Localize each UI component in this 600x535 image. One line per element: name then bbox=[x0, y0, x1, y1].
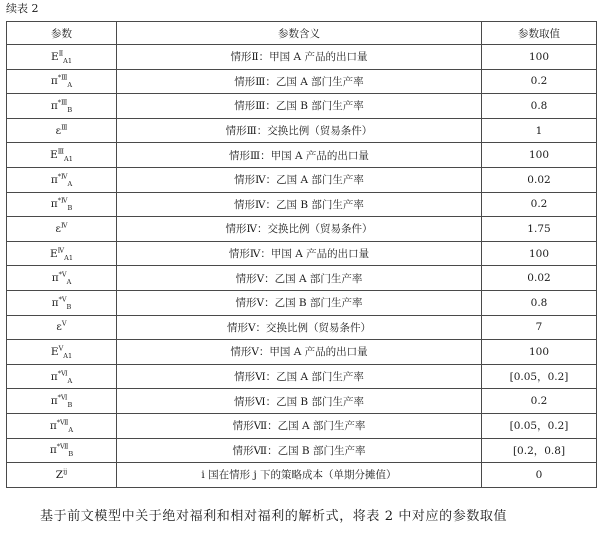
parameter-meaning: 情形Ⅴ：交换比例（贸易条件） bbox=[117, 315, 482, 340]
table-row bbox=[7, 118, 597, 143]
symbol-superscript: Ⅳ bbox=[60, 221, 68, 230]
parameter-symbol bbox=[7, 118, 117, 143]
parameter-meaning: 情形Ⅴ：乙国 A 部门生产率 bbox=[117, 266, 482, 291]
symbol-base: E bbox=[50, 345, 59, 358]
parameter-value: 100 bbox=[482, 340, 597, 365]
parameter-value: 100 bbox=[482, 241, 597, 266]
parameter-value: 7 bbox=[482, 315, 597, 340]
parameter-symbol bbox=[7, 45, 117, 70]
symbol-base: E bbox=[49, 247, 58, 260]
parameter-symbol bbox=[7, 143, 117, 168]
parameter-value: [0.2，0.8] bbox=[482, 438, 597, 463]
symbol-base: E bbox=[50, 149, 58, 162]
symbol-superscript: *Ⅳ bbox=[57, 172, 68, 181]
parameter-value: 0 bbox=[482, 463, 597, 488]
symbol-base: π bbox=[51, 296, 59, 309]
header-meaning: 参数含义 bbox=[117, 22, 482, 45]
symbol-base: ε bbox=[55, 222, 61, 235]
parameter-meaning: 情形Ⅶ：乙国 B 部门生产率 bbox=[117, 438, 482, 463]
symbol-superscript: Ⅴ bbox=[58, 344, 64, 353]
parameter-value: 0.02 bbox=[482, 167, 597, 192]
header-parameter: 参数 bbox=[7, 22, 117, 45]
table-row bbox=[7, 192, 597, 217]
parameter-meaning: i 国在情形 j 下的策略成本（单期分摊值） bbox=[117, 463, 482, 488]
table-row bbox=[7, 389, 597, 414]
parameter-table bbox=[6, 21, 597, 488]
parameter-meaning: 情形Ⅳ：甲国 A 产品的出口量 bbox=[117, 241, 482, 266]
parameter-symbol bbox=[7, 94, 117, 119]
parameter-meaning: 情形Ⅲ：乙国 A 部门生产率 bbox=[117, 69, 482, 94]
symbol-base: π bbox=[50, 173, 58, 186]
parameter-value: 1 bbox=[482, 118, 597, 143]
parameter-value: 0.2 bbox=[482, 69, 597, 94]
table-row bbox=[7, 438, 597, 463]
symbol-superscript: *Ⅵ bbox=[57, 393, 68, 402]
symbol-base: Z bbox=[55, 468, 64, 481]
symbol-subscript: A1 bbox=[64, 253, 73, 262]
table-row bbox=[7, 45, 597, 70]
table-row bbox=[7, 217, 597, 242]
parameter-value: 0.2 bbox=[482, 389, 597, 414]
parameter-meaning: 情形Ⅲ：甲国 A 产品的出口量 bbox=[117, 143, 482, 168]
parameter-symbol bbox=[7, 463, 117, 488]
parameter-value: 100 bbox=[482, 45, 597, 70]
parameter-symbol bbox=[7, 413, 117, 438]
symbol-subscript: A bbox=[66, 278, 72, 287]
parameter-symbol bbox=[7, 192, 117, 217]
symbol-subscript: B bbox=[67, 106, 73, 115]
symbol-base: π bbox=[51, 272, 59, 285]
parameter-meaning: 情形Ⅳ：乙国 A 部门生产率 bbox=[117, 167, 482, 192]
table-body bbox=[7, 45, 597, 488]
table-caption: 续表 2 bbox=[6, 2, 39, 15]
symbol-superscript: Ⅱ bbox=[58, 49, 64, 58]
parameter-meaning: 情形Ⅳ：交换比例（贸易条件） bbox=[117, 217, 482, 242]
symbol-base: π bbox=[50, 198, 58, 211]
parameter-symbol bbox=[7, 438, 117, 463]
parameter-value: 0.8 bbox=[482, 290, 597, 315]
symbol-superscript: *Ⅶ bbox=[56, 418, 69, 427]
parameter-symbol bbox=[7, 364, 117, 389]
header-value: 参数取值 bbox=[482, 22, 597, 45]
symbol-subscript: B bbox=[68, 450, 74, 459]
parameter-symbol bbox=[7, 290, 117, 315]
symbol-superscript: *Ⅲ bbox=[57, 98, 68, 107]
symbol-subscript: A bbox=[67, 376, 73, 385]
table-row bbox=[7, 143, 597, 168]
parameter-meaning: 情形Ⅱ：甲国 A 产品的出口量 bbox=[117, 45, 482, 70]
table-row bbox=[7, 167, 597, 192]
parameter-meaning: 情形Ⅴ：甲国 A 产品的出口量 bbox=[117, 340, 482, 365]
parameter-symbol bbox=[7, 69, 117, 94]
parameter-meaning: 情形Ⅳ：乙国 B 部门生产率 bbox=[117, 192, 482, 217]
table-row bbox=[7, 266, 597, 291]
symbol-superscript: *Ⅳ bbox=[57, 196, 68, 205]
parameter-value: 0.2 bbox=[482, 192, 597, 217]
symbol-subscript: A1 bbox=[64, 155, 73, 164]
parameter-symbol bbox=[7, 167, 117, 192]
symbol-base: E bbox=[51, 50, 59, 63]
parameter-symbol bbox=[7, 217, 117, 242]
table-row bbox=[7, 413, 597, 438]
table-row bbox=[7, 69, 597, 94]
parameter-meaning: 情形Ⅶ：乙国 A 部门生产率 bbox=[117, 413, 482, 438]
parameter-value: [0.05，0.2] bbox=[482, 364, 597, 389]
symbol-superscript: Ⅴ bbox=[61, 319, 67, 328]
body-paragraph: 基于前文模型中关于绝对福利和相对福利的解析式，将表 2 中对应的参数取值 bbox=[40, 509, 508, 524]
parameter-symbol bbox=[7, 389, 117, 414]
table-row bbox=[7, 364, 597, 389]
symbol-superscript: Ⅲ bbox=[61, 123, 68, 132]
symbol-subscript: B bbox=[66, 302, 72, 311]
symbol-superscript: *Ⅴ bbox=[58, 295, 67, 304]
symbol-subscript: A bbox=[67, 179, 73, 188]
symbol-base: π bbox=[50, 370, 58, 383]
symbol-base: ε bbox=[55, 124, 62, 137]
table-row bbox=[7, 94, 597, 119]
symbol-superscript: ij bbox=[63, 467, 68, 476]
symbol-base: π bbox=[50, 395, 58, 408]
symbol-superscript: *Ⅶ bbox=[56, 442, 69, 451]
symbol-superscript: Ⅳ bbox=[57, 246, 65, 255]
symbol-superscript: *Ⅴ bbox=[58, 270, 67, 279]
table-header-row bbox=[7, 22, 597, 45]
parameter-symbol bbox=[7, 315, 117, 340]
symbol-superscript: Ⅲ bbox=[57, 147, 65, 156]
parameter-value: 0.8 bbox=[482, 94, 597, 119]
parameter-value: 1.75 bbox=[482, 217, 597, 242]
parameter-meaning: 情形Ⅴ：乙国 B 部门生产率 bbox=[117, 290, 482, 315]
symbol-base: π bbox=[50, 99, 58, 112]
symbol-base: π bbox=[49, 444, 57, 457]
parameter-symbol bbox=[7, 340, 117, 365]
table-row bbox=[7, 241, 597, 266]
symbol-subscript: A bbox=[68, 425, 74, 434]
parameter-meaning: 情形Ⅵ：乙国 B 部门生产率 bbox=[117, 389, 482, 414]
symbol-base: ε bbox=[56, 321, 62, 334]
parameter-meaning: 情形Ⅲ：乙国 B 部门生产率 bbox=[117, 94, 482, 119]
symbol-superscript: *Ⅵ bbox=[57, 369, 68, 378]
parameter-meaning: 情形Ⅵ：乙国 A 部门生产率 bbox=[117, 364, 482, 389]
table-row bbox=[7, 340, 597, 365]
table-row bbox=[7, 315, 597, 340]
parameter-symbol bbox=[7, 266, 117, 291]
parameter-value: 0.02 bbox=[482, 266, 597, 291]
table-row bbox=[7, 463, 597, 488]
symbol-subscript: A bbox=[67, 81, 73, 90]
table-row bbox=[7, 290, 597, 315]
symbol-base: π bbox=[49, 419, 57, 432]
symbol-subscript: B bbox=[67, 401, 73, 410]
parameter-value: 100 bbox=[482, 143, 597, 168]
symbol-superscript: *Ⅲ bbox=[57, 73, 68, 82]
symbol-subscript: A1 bbox=[63, 352, 73, 361]
parameter-value: [0.05，0.2] bbox=[482, 413, 597, 438]
symbol-subscript: B bbox=[67, 204, 73, 213]
parameter-meaning: 情形Ⅲ：交换比例（贸易条件） bbox=[117, 118, 482, 143]
symbol-base: π bbox=[50, 75, 58, 88]
parameter-symbol bbox=[7, 241, 117, 266]
symbol-subscript: A1 bbox=[63, 56, 72, 65]
